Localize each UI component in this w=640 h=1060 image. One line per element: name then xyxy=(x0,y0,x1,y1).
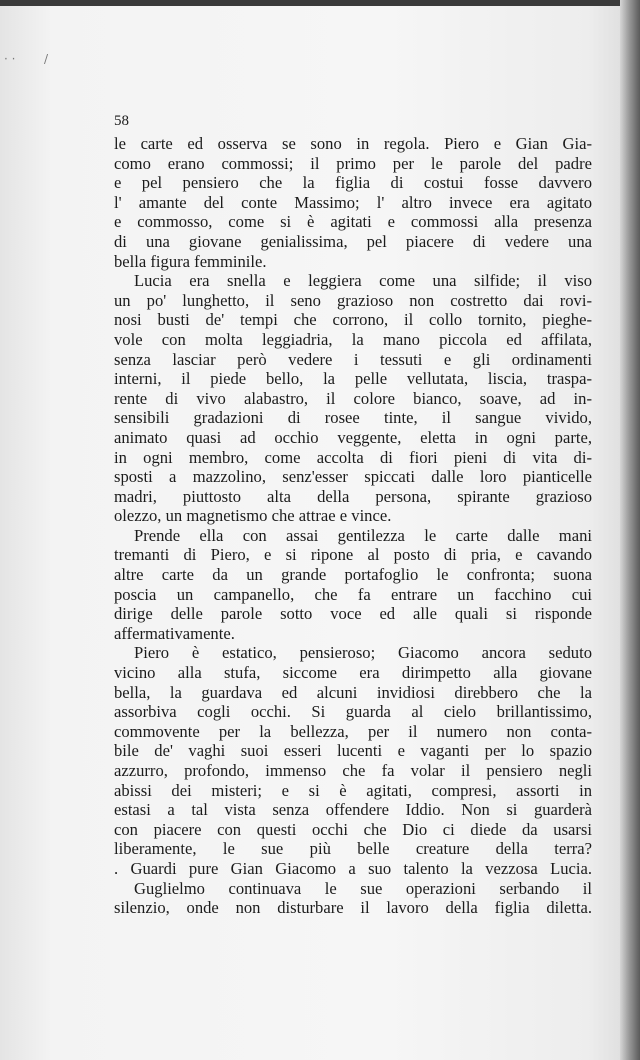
text-line: como erano commossi; il primo per le parole del padre xyxy=(114,153,592,173)
text-line: liberamente, le sue più belle creature della terra? xyxy=(114,839,592,859)
text-line: Prende ella con assai gentilezza le carte dalle mani xyxy=(134,525,592,545)
margin-mark: ‧ ‧ xyxy=(4,52,16,66)
text-line: sensibili gradazioni di rosee tinte, il sangue vivido, xyxy=(114,408,592,428)
text-line: vicino alla stufa, siccome era dirimpetto alla giovane xyxy=(114,663,592,683)
text-line: estasi a tal vista senza offendere Iddio. Non si guarderà xyxy=(114,800,592,820)
text-line: Piero è estatico, pensieroso; Giacomo ancora seduto xyxy=(134,643,592,663)
text-line: altre carte da un grande portafoglio le confronta; suona xyxy=(114,565,592,585)
page-binding-shadow xyxy=(620,0,640,1060)
text-line: in ogni membro, come accolta di fiori pieni di vita di- xyxy=(114,447,592,467)
text-line: assorbiva cogli occhi. Si guarda al cielo brillantissimo, xyxy=(114,702,592,722)
text-line: sposti a mazzolino, senz'esser spiccati dalle loro pianticelle xyxy=(114,467,592,487)
text-line: animato quasi ad occhio veggente, eletta in ogni parte, xyxy=(114,427,592,447)
text-line: bile de' vaghi suoi esseri lucenti e vaganti per lo spazio xyxy=(114,741,592,761)
text-line: l' amante del conte Massimo; l' altro invece era agitato xyxy=(114,192,592,212)
text-line: con piacere con questi occhi che Dio ci diede da usarsi xyxy=(114,819,592,839)
text-line: nosi busti de' tempi che corrono, il collo tornito, pieghe- xyxy=(114,310,592,330)
text-line: Guglielmo continuava le sue operazioni serbando il xyxy=(134,878,592,898)
text-line: tremanti di Piero, e si ripone al posto di pria, e cavando xyxy=(114,545,592,565)
text-line: vole con molta leggiadria, la mano piccola ed affilata, xyxy=(114,329,592,349)
text-line: e commosso, come si è agitati e commossi alla presenza xyxy=(114,212,592,232)
page-number: 58 xyxy=(114,113,129,129)
text-line: bella, la guardava ed alcuni invidiosi direbbero che la xyxy=(114,682,592,702)
text-line: un po' lunghetto, il seno grazioso non costretto dai rovi- xyxy=(114,290,592,310)
text-line: senza lasciar però vedere i tessuti e gli ordinamenti xyxy=(114,349,592,369)
text-line: di una giovane genialissima, pel piacere di vedere una xyxy=(114,231,592,251)
text-line: affermativamente. xyxy=(114,623,235,643)
text-line: . Guardi pure Gian Giacomo a suo talento la vezzosa Lucia. xyxy=(114,858,592,878)
text-lines xyxy=(114,134,592,918)
text-line: poscia un campanello, che fa entrare un facchino cui xyxy=(114,584,592,604)
text-line: madri, piuttosto alta della persona, spirante grazioso xyxy=(114,486,592,506)
text-line: e pel pensiero che la figlia di costui fosse davvero xyxy=(114,173,592,193)
text-line: commovente per la bellezza, per il numero non conta- xyxy=(114,721,592,741)
text-line: le carte ed osserva se sono in regola. Piero e Gian Gia- xyxy=(114,134,592,153)
text-line: interni, il piede bello, la pelle vellutata, liscia, traspa- xyxy=(114,369,592,389)
body-text xyxy=(114,110,592,918)
text-line: dirige delle parole sotto voce ed alle quali si risponde xyxy=(114,604,592,624)
text-line: azzurro, profondo, immenso che fa volar il pensiero negli xyxy=(114,761,592,780)
text-line: rente di vivo alabastro, il colore bianco, soave, ad in- xyxy=(114,388,592,408)
text-line: abissi dei misteri; e si è agitati, compresi, assorti in xyxy=(114,780,592,800)
page-top-edge xyxy=(0,0,640,6)
text-line: Lucia era snella e leggiera come una silfide; il viso xyxy=(134,271,592,291)
margin-mark: / xyxy=(44,52,49,66)
text-line: silenzio, onde non disturbare il lavoro della figlia diletta. xyxy=(114,898,592,918)
text-line: olezzo, un magnetismo che attrae e vince. xyxy=(114,506,392,526)
text-line: bella figura femminile. xyxy=(114,251,267,271)
